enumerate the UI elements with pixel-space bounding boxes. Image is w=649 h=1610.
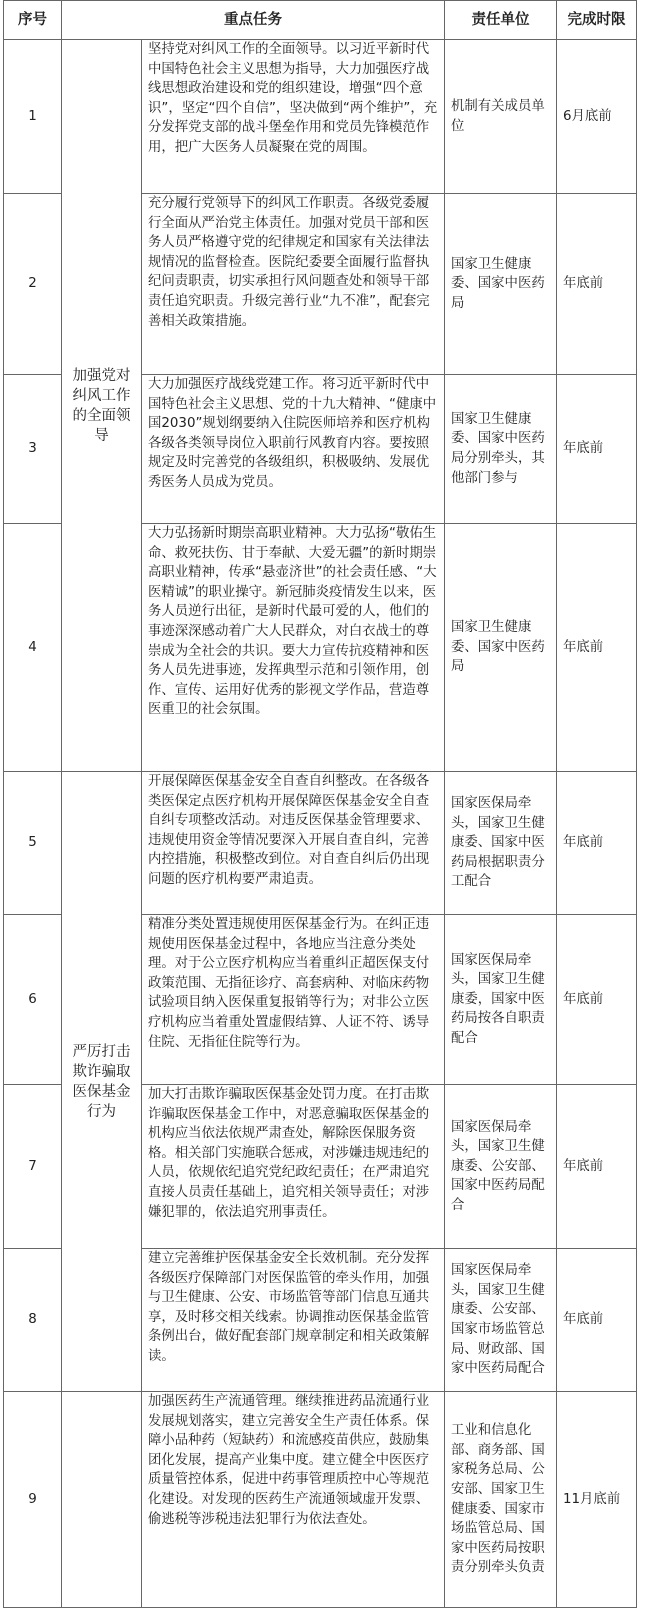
row-seq: 3 — [4, 375, 62, 524]
row-task: 建立完善维护医保基金安全长效机制。充分发挥各级医疗保障部门对医保监管的牵头作用，加强与卫生健康、公安、市场监管等部门信息互通共享，及时移交相关线索。协调推动医保基金监管条例出台，做好配套部门规章制定和相关政策解读。 — [142, 1249, 445, 1392]
row-seq: 7 — [4, 1085, 62, 1249]
row-seq: 5 — [4, 772, 62, 915]
row-task: 大力弘扬新时期崇高职业精神。大力弘扬“敬佑生命、救死扶伤、甘于奉献、大爱无疆”的新时期崇高职业精神，传承“悬壶济世”的社会责任感、“大医精诚”的职业操守。新冠肺炎疫情发生以来，医务人员逆行出征，是新时代最可爱的人，他们的事迹深深感动着广大人民群众，对白衣战士的尊崇成为全社会的共识。要大力宣传抗疫精神和医务人员先进事迹，发挥典型示范和引领作用，创作、宣传、运用好优秀的影视文学作品，营造尊医重卫的社会氛围。 — [142, 524, 445, 772]
row-unit: 国家医保局牵头，国家卫生健康委、国家中医药局根据职责分工配合 — [445, 772, 557, 915]
category-cell — [62, 40, 142, 772]
row-deadline: 年底前 — [557, 375, 637, 524]
row-task: 加强医药生产流通管理。继续推进药品流通行业发展规划落实，建立完善安全生产责任体系。保障小品种药（短缺药）和流感疫苗供应，鼓励集团化发展，提高产业集中度。建立健全中医医疗质量管控体系，促进中药事管理质控中心等规范化建设。对发现的医药生产流通领域虚开发票、偷逃税等涉税违法犯罪行为依法查处。 — [142, 1392, 445, 1608]
row-unit: 国家医保局牵头，国家卫生健康委、公安部、国家中医药局配合 — [445, 1085, 557, 1249]
row-task: 开展保障医保基金安全自查自纠整改。在各级各类医保定点医疗机构开展保障医保基金安全自查自纠专项整改活动。对违反医保基金管理要求、违规使用资金等情况要深入开展自查自纠，完善内控措施，积极整改到位。对自查自纠后仍出现问题的医疗机构要严肃追责。 — [142, 772, 445, 915]
row-task: 精准分类处置违规使用医保基金行为。在纠正违规使用医保基金过程中，各地应当注意分类处理。对于公立医疗机构应当着重纠正超医保支付政策范围、无指征诊疗、高套病种、对临床药物试验项目纳入医保重复报销等行为；对非公立医疗机构应当着重处置虚假结算、人证不符、诱导住院、无指征住院等行为。 — [142, 915, 445, 1085]
row-unit: 国家医保局牵头，国家卫生健康委、公安部、国家市场监管总局、财政部、国家中医药局配合 — [445, 1249, 557, 1392]
table-row — [4, 40, 637, 194]
row-seq: 1 — [4, 40, 62, 194]
row-task: 充分履行党领导下的纠风工作职责。各级党委履行全面从严治党主体责任。加强对党员干部和医务人员严格遵守党的纪律规定和国家有关法律法规情况的监督检查。医院纪委要全面履行监督执纪问责职责，切实承担行风问题查处和领导干部责任追究职责。升级完善行业“九不准”，配套完善相关政策措施。 — [142, 194, 445, 375]
row-deadline: 年底前 — [557, 772, 637, 915]
row-deadline: 11月底前 — [557, 1392, 637, 1608]
row-seq: 9 — [4, 1392, 62, 1608]
row-unit: 国家卫生健康委、国家中医药局分别牵头，其他部门参与 — [445, 375, 557, 524]
table-row — [4, 772, 637, 915]
header-unit: 责任单位 — [445, 1, 557, 40]
row-unit: 国家医保局牵头，国家卫生健康委，国家中医药局按各自职责配合 — [445, 915, 557, 1085]
row-deadline: 6月底前 — [557, 40, 637, 194]
category-cell — [62, 772, 142, 1392]
category-label: 加强党对纠风工作的全面领导 — [72, 367, 131, 444]
row-unit: 国家卫生健康委、国家中医药局 — [445, 194, 557, 375]
row-deadline: 年底前 — [557, 1085, 637, 1249]
table-header-row — [4, 1, 637, 40]
row-seq: 2 — [4, 194, 62, 375]
row-deadline: 年底前 — [557, 194, 637, 375]
row-seq: 6 — [4, 915, 62, 1085]
row-task: 坚持党对纠风工作的全面领导。以习近平新时代中国特色社会主义思想为指导，大力加强医疗战线思想政治建设和党的组织建设，增强“四个意识”，坚定“四个自信”，坚决做到“两个维护”，充分发挥党支部的战斗堡垒作用和党员先锋模范作用，把广大医务人员凝聚在党的周围。 — [142, 40, 445, 194]
row-task: 大力加强医疗战线党建工作。将习近平新时代中国特色社会主义思想、党的十九大精神、“健康中国2030”规划纲要纳入住院医师培养和医疗机构各级各类领导岗位入职前行风教育内容。要按照规定及时完善党的各级组织，积极吸纳、发展优秀医务人员成为党员。 — [142, 375, 445, 524]
header-seq: 序号 — [4, 1, 62, 40]
row-deadline: 年底前 — [557, 1249, 637, 1392]
row-unit: 国家卫生健康委、国家中医药局 — [445, 524, 557, 772]
row-task: 加大打击欺诈骗取医保基金处罚力度。在打击欺诈骗取医保基金工作中，对恶意骗取医保基金的机构应当依法依规严肃查处，解除医保服务资格。相关部门实施联合惩戒，对涉嫌违规违纪的人员，依规依纪追究党纪政纪责任；在严肃追究直接人员责任基础上，追究相关领导责任；对涉嫌犯罪的，依法追究刑事责任。 — [142, 1085, 445, 1249]
task-table — [3, 0, 637, 1608]
row-unit: 工业和信息化部、商务部、国家税务总局、公安部、国家卫生健康委、国家市场监管总局、国家中医药局按职责分别牵头负责 — [445, 1392, 557, 1608]
category-label: 严厉打击欺诈骗取医保基金行为 — [72, 1043, 131, 1120]
row-deadline: 年底前 — [557, 524, 637, 772]
row-deadline: 年底前 — [557, 915, 637, 1085]
header-task: 重点任务 — [62, 1, 445, 40]
category-cell — [62, 1392, 142, 1608]
row-seq: 8 — [4, 1249, 62, 1392]
header-deadline: 完成时限 — [557, 1, 637, 40]
row-seq: 4 — [4, 524, 62, 772]
row-unit: 机制有关成员单位 — [445, 40, 557, 194]
table-row — [4, 1392, 637, 1608]
